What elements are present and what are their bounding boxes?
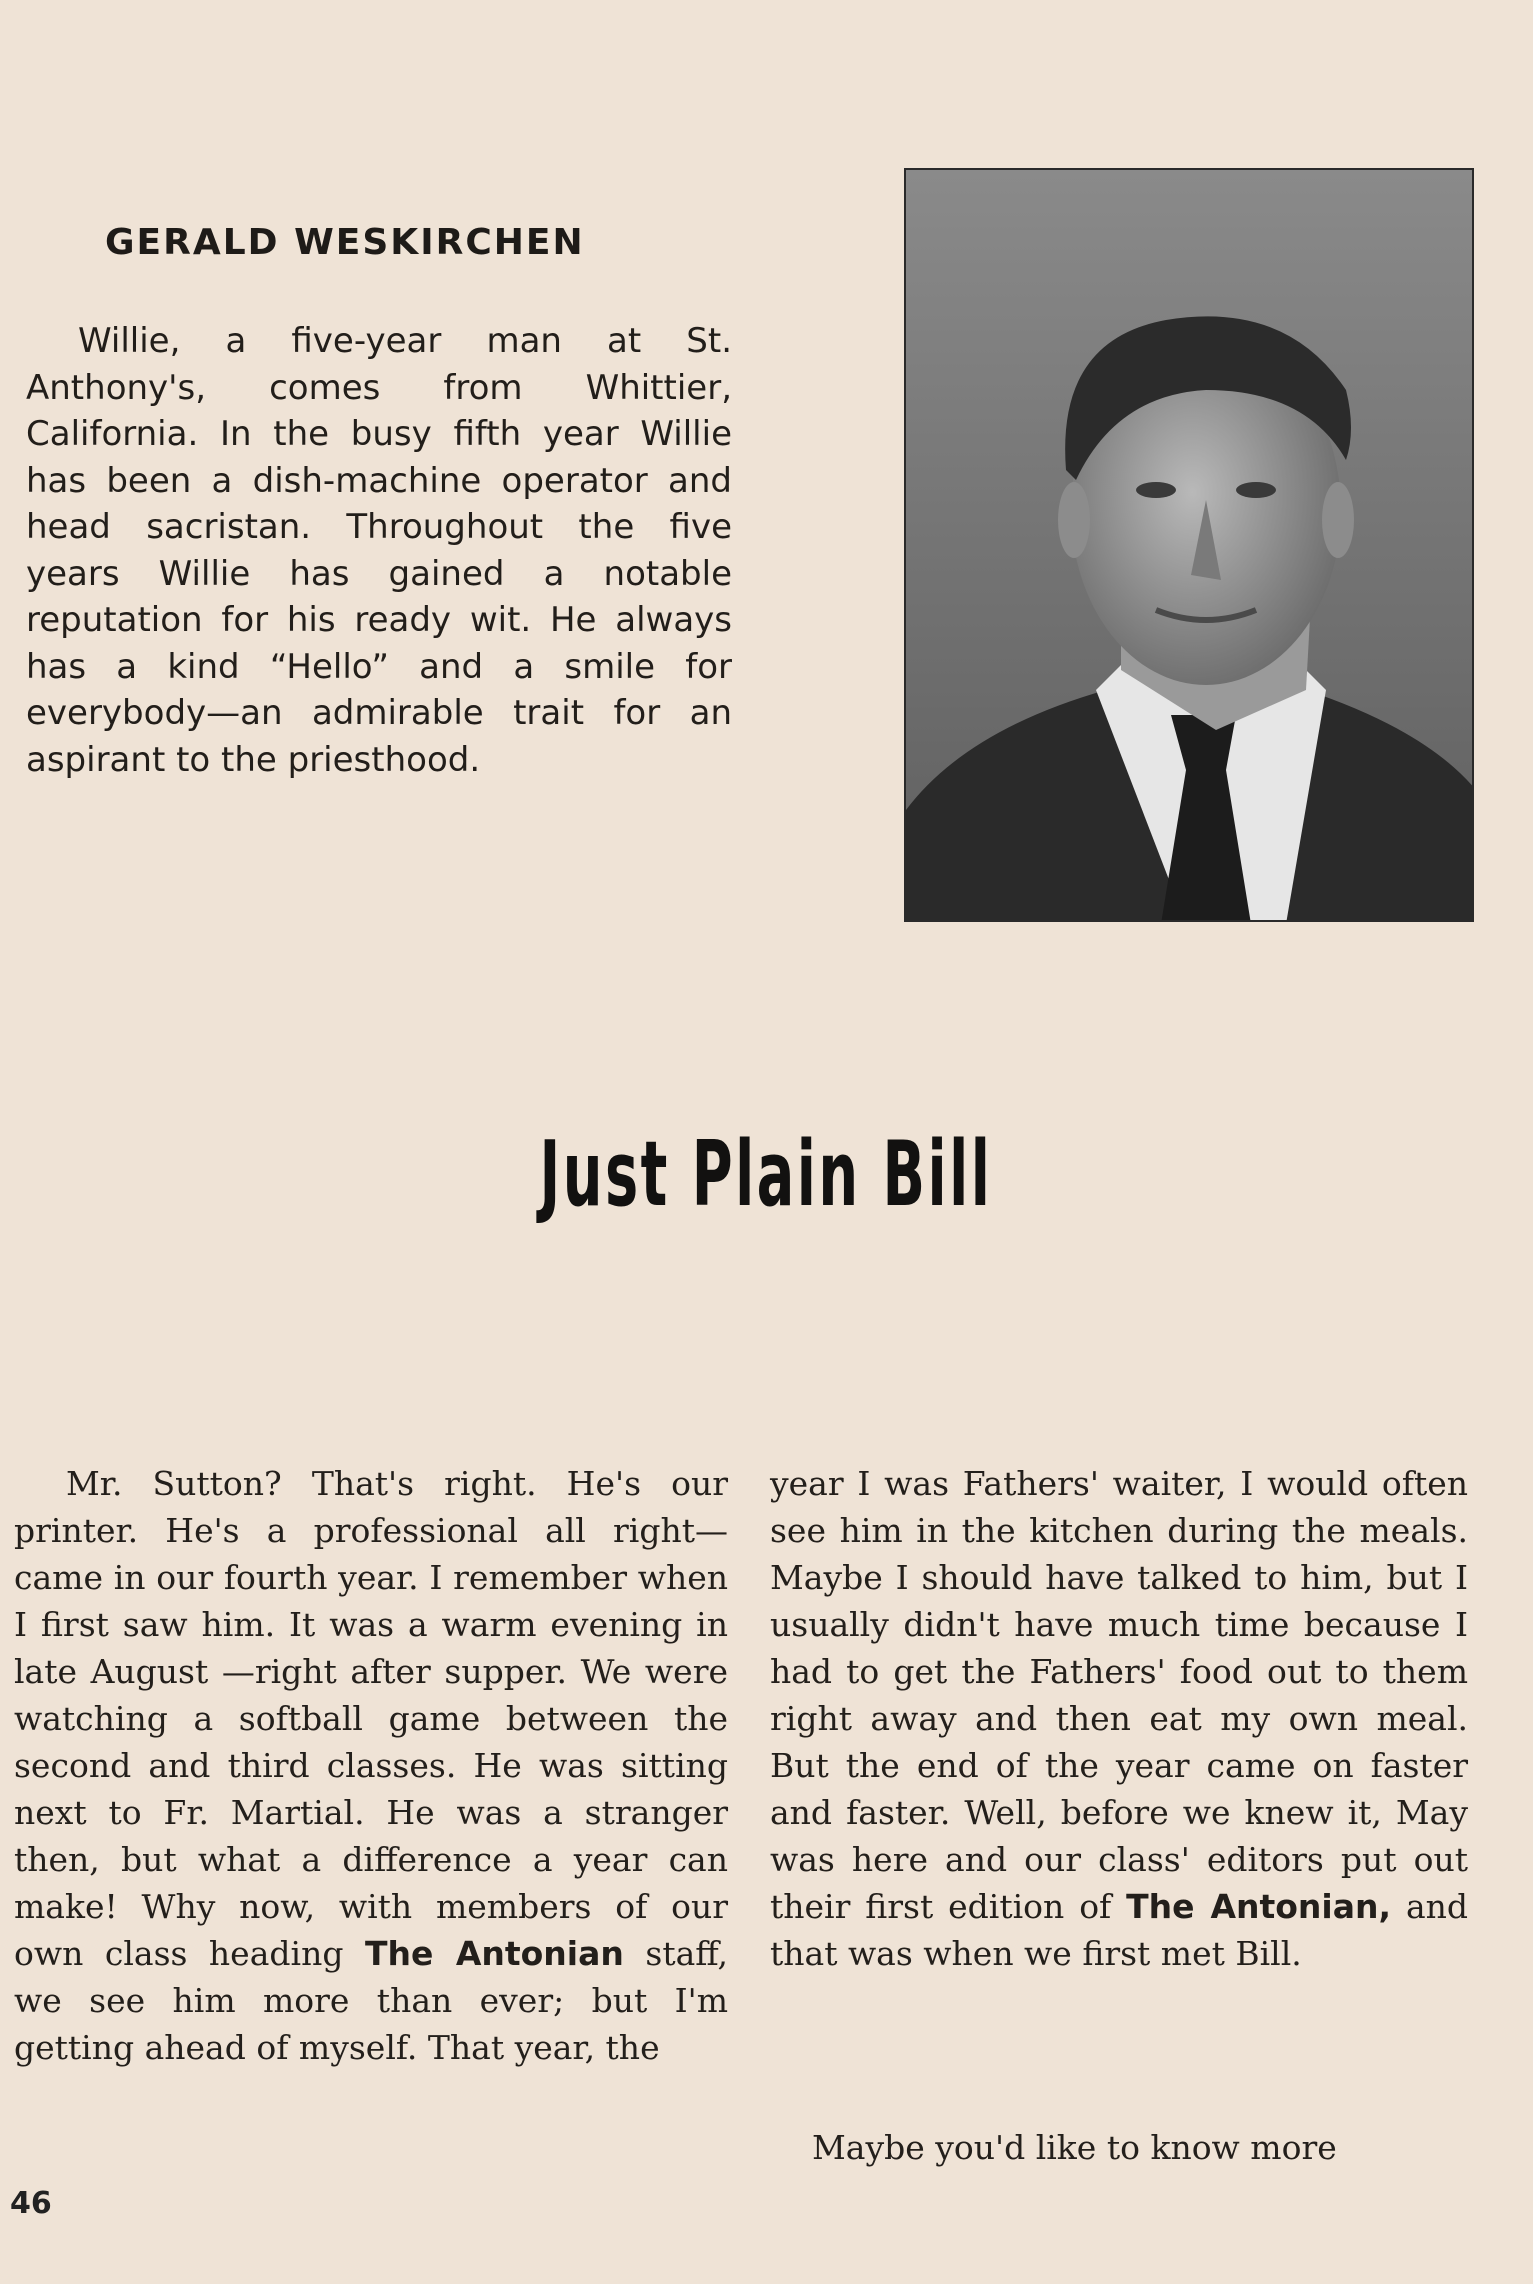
profile-bio: Willie, a five-year man at St. Anthony's, comes from Whittier, California. In the busy fifth year Willie has been a dish-machine operator and head sacristan. Throughout the five years Willie has gained a notable reputation for his ready wit. He always has a kind “Hello” and a smile for everybody—an admirable trait for an aspirant to the priesthood. — [26, 321, 732, 780]
article-right-column-paragraph-2: Maybe you'd like to know more — [812, 2128, 1337, 2167]
page-number: 46 — [10, 2186, 52, 2221]
portrait-photo — [904, 168, 1474, 922]
right-column-text-1: year I was Fathers' waiter, I would often see him in the kitchen during the meals. Maybe I should have talked to him, but I usually didn't have much time because I had to get the Fathers' food out to them right away and then eat my own meal. But the end of the year came on faster and faster. Well, before we knew it, May was here and our class' editors put out their first edition of — [770, 1464, 1468, 1926]
article-left-column — [14, 1460, 728, 2071]
left-column-text-2: staff, we see him more than ever; but I'm getting ahead of myself. That year, the — [14, 1934, 729, 2067]
publication-name: The Antonian, — [1126, 1887, 1392, 1926]
right-column-text-2: and that was when we first met Bill. — [770, 1887, 1468, 1973]
portrait-icon — [906, 170, 1474, 922]
profile-name: GERALD WESKIRCHEN — [105, 222, 585, 263]
article-right-column — [770, 1460, 1468, 1977]
left-column-text-1: Mr. Sutton? That's right. He's our printer. He's a professional all right—came in our fourth year. I remember when I first saw him. It was a warm evening in late August —right after supper. We were watching a softball game between the second and third classes. He was sitting next to Fr. Martial. He was a stranger then, but what a difference a year can make! Why now, with members of our own class heading — [14, 1464, 728, 1973]
publication-name: The Antonian — [364, 1934, 624, 1973]
article-title: Just Plain Bill — [539, 1122, 993, 1227]
